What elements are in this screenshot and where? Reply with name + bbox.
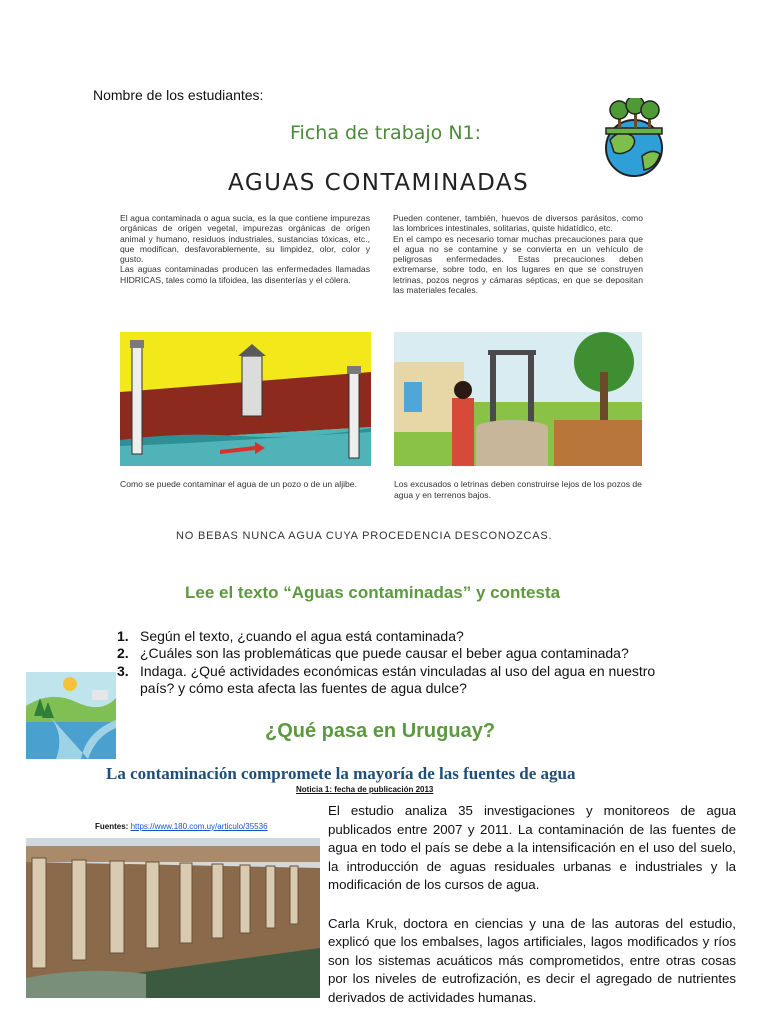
question-number: 1. [117, 628, 129, 644]
image-caption: Como se puede contaminar el agua de un pozo o de un aljibe. [120, 479, 357, 489]
well-contamination-illustration [120, 332, 371, 466]
article-paragraph: Carla Kruk, doctora en ciencias y una de las autoras del estudio, explicó que los embalses, lagos artificiales, lagos modificados y ríos son los sistemas acuáticos más comprometidos, entre otras cosas por los niveles de eutrofización, es decir el agregado de nutrientes derivados de actividades humanas. [328, 915, 736, 1005]
news-date: Noticia 1: fecha de publicación 2013 [296, 785, 434, 794]
village-well-illustration [394, 332, 642, 466]
student-name-label: Nombre de los estudiantes: [93, 87, 264, 103]
poster-paragraph: Pueden contener, también, huevos de diversos parásitos, como las lombrices intestinales, solitarias, quiste hidatídico, etc. [393, 213, 643, 234]
uruguay-heading: ¿Qué pasa en Uruguay? [265, 720, 496, 742]
question-item [117, 663, 677, 698]
image-caption: Los excusados o letrinas deben construirse lejos de los pozos de agua y en terrenos bajos. [394, 479, 642, 500]
question-text: Indaga. ¿Qué actividades económicas están vinculadas al uso del agua en nuestro país? y cómo esta afecta las fuentes de agua dulce? [140, 662, 656, 697]
news-article [328, 802, 736, 1027]
sources-label: Fuentes: [95, 822, 131, 831]
sources-line [95, 822, 268, 831]
dam-photo [26, 838, 320, 998]
question-item [117, 628, 677, 645]
news-headline: La contaminación compromete la mayoría de las fuentes de agua [106, 764, 576, 783]
question-number: 3. [117, 662, 129, 679]
question-text: Según el texto, ¿cuando el agua está contaminada? [140, 628, 464, 644]
poster-paragraph: Las aguas contaminadas producen las enfermedades llamadas HIDRICAS, tales como la tifoidea, las disenterías y el cólera. [120, 264, 370, 285]
poster-paragraph: En el campo es necesario tomar muchas precauciones para que el agua no se contamine y se convierta en un vehículo de peligrosas enfermedades. Estas precauciones deben extremarse, sobre todo, en los lugares en que se construyen letrinas, pozos negros y cámaras sépticas, en que se depositan las materiales fecales. [393, 233, 643, 296]
source-link[interactable]: https://www.180.com.uy/articulo/35536 [130, 822, 268, 831]
worksheet-title: Ficha de trabajo N1: [290, 122, 482, 144]
landscape-illustration [26, 672, 116, 759]
instructions-heading: Lee el texto “Aguas contaminadas” y contesta [185, 583, 561, 602]
question-text: ¿Cuáles son las problemáticas que puede causar el beber agua contaminada? [140, 645, 629, 662]
questions-list [117, 628, 677, 698]
warning-text: NO BEBAS NUNCA AGUA CUYA PROCEDENCIA DESCONOZCAS. [176, 530, 553, 542]
question-number: 2. [117, 645, 129, 662]
poster-title: AGUAS CONTAMINADAS [228, 170, 530, 196]
poster-left-column [120, 213, 370, 285]
article-paragraph: El estudio analiza 35 investigaciones y monitoreos de agua publicados entre 2007 y 2011. La contaminación de las fuentes de agua en todo el país se debe a la intensificación en el uso del suelo, la introducción de aguas residuales urbanas e industriales y la modificación de los cursos de agua. [328, 803, 736, 892]
poster-paragraph: El agua contaminada o agua sucia, es la que contiene impurezas orgánicas de origen vegetal, impurezas orgánicas de origen animal y humano, residuos industriales, sustancias tóxicas, etc., que modifican, desfavorablemente, su limpidez, olor, color y gusto. [120, 213, 370, 265]
poster-right-column [393, 213, 643, 295]
earth-trees-icon [590, 98, 678, 178]
question-item [117, 645, 677, 662]
